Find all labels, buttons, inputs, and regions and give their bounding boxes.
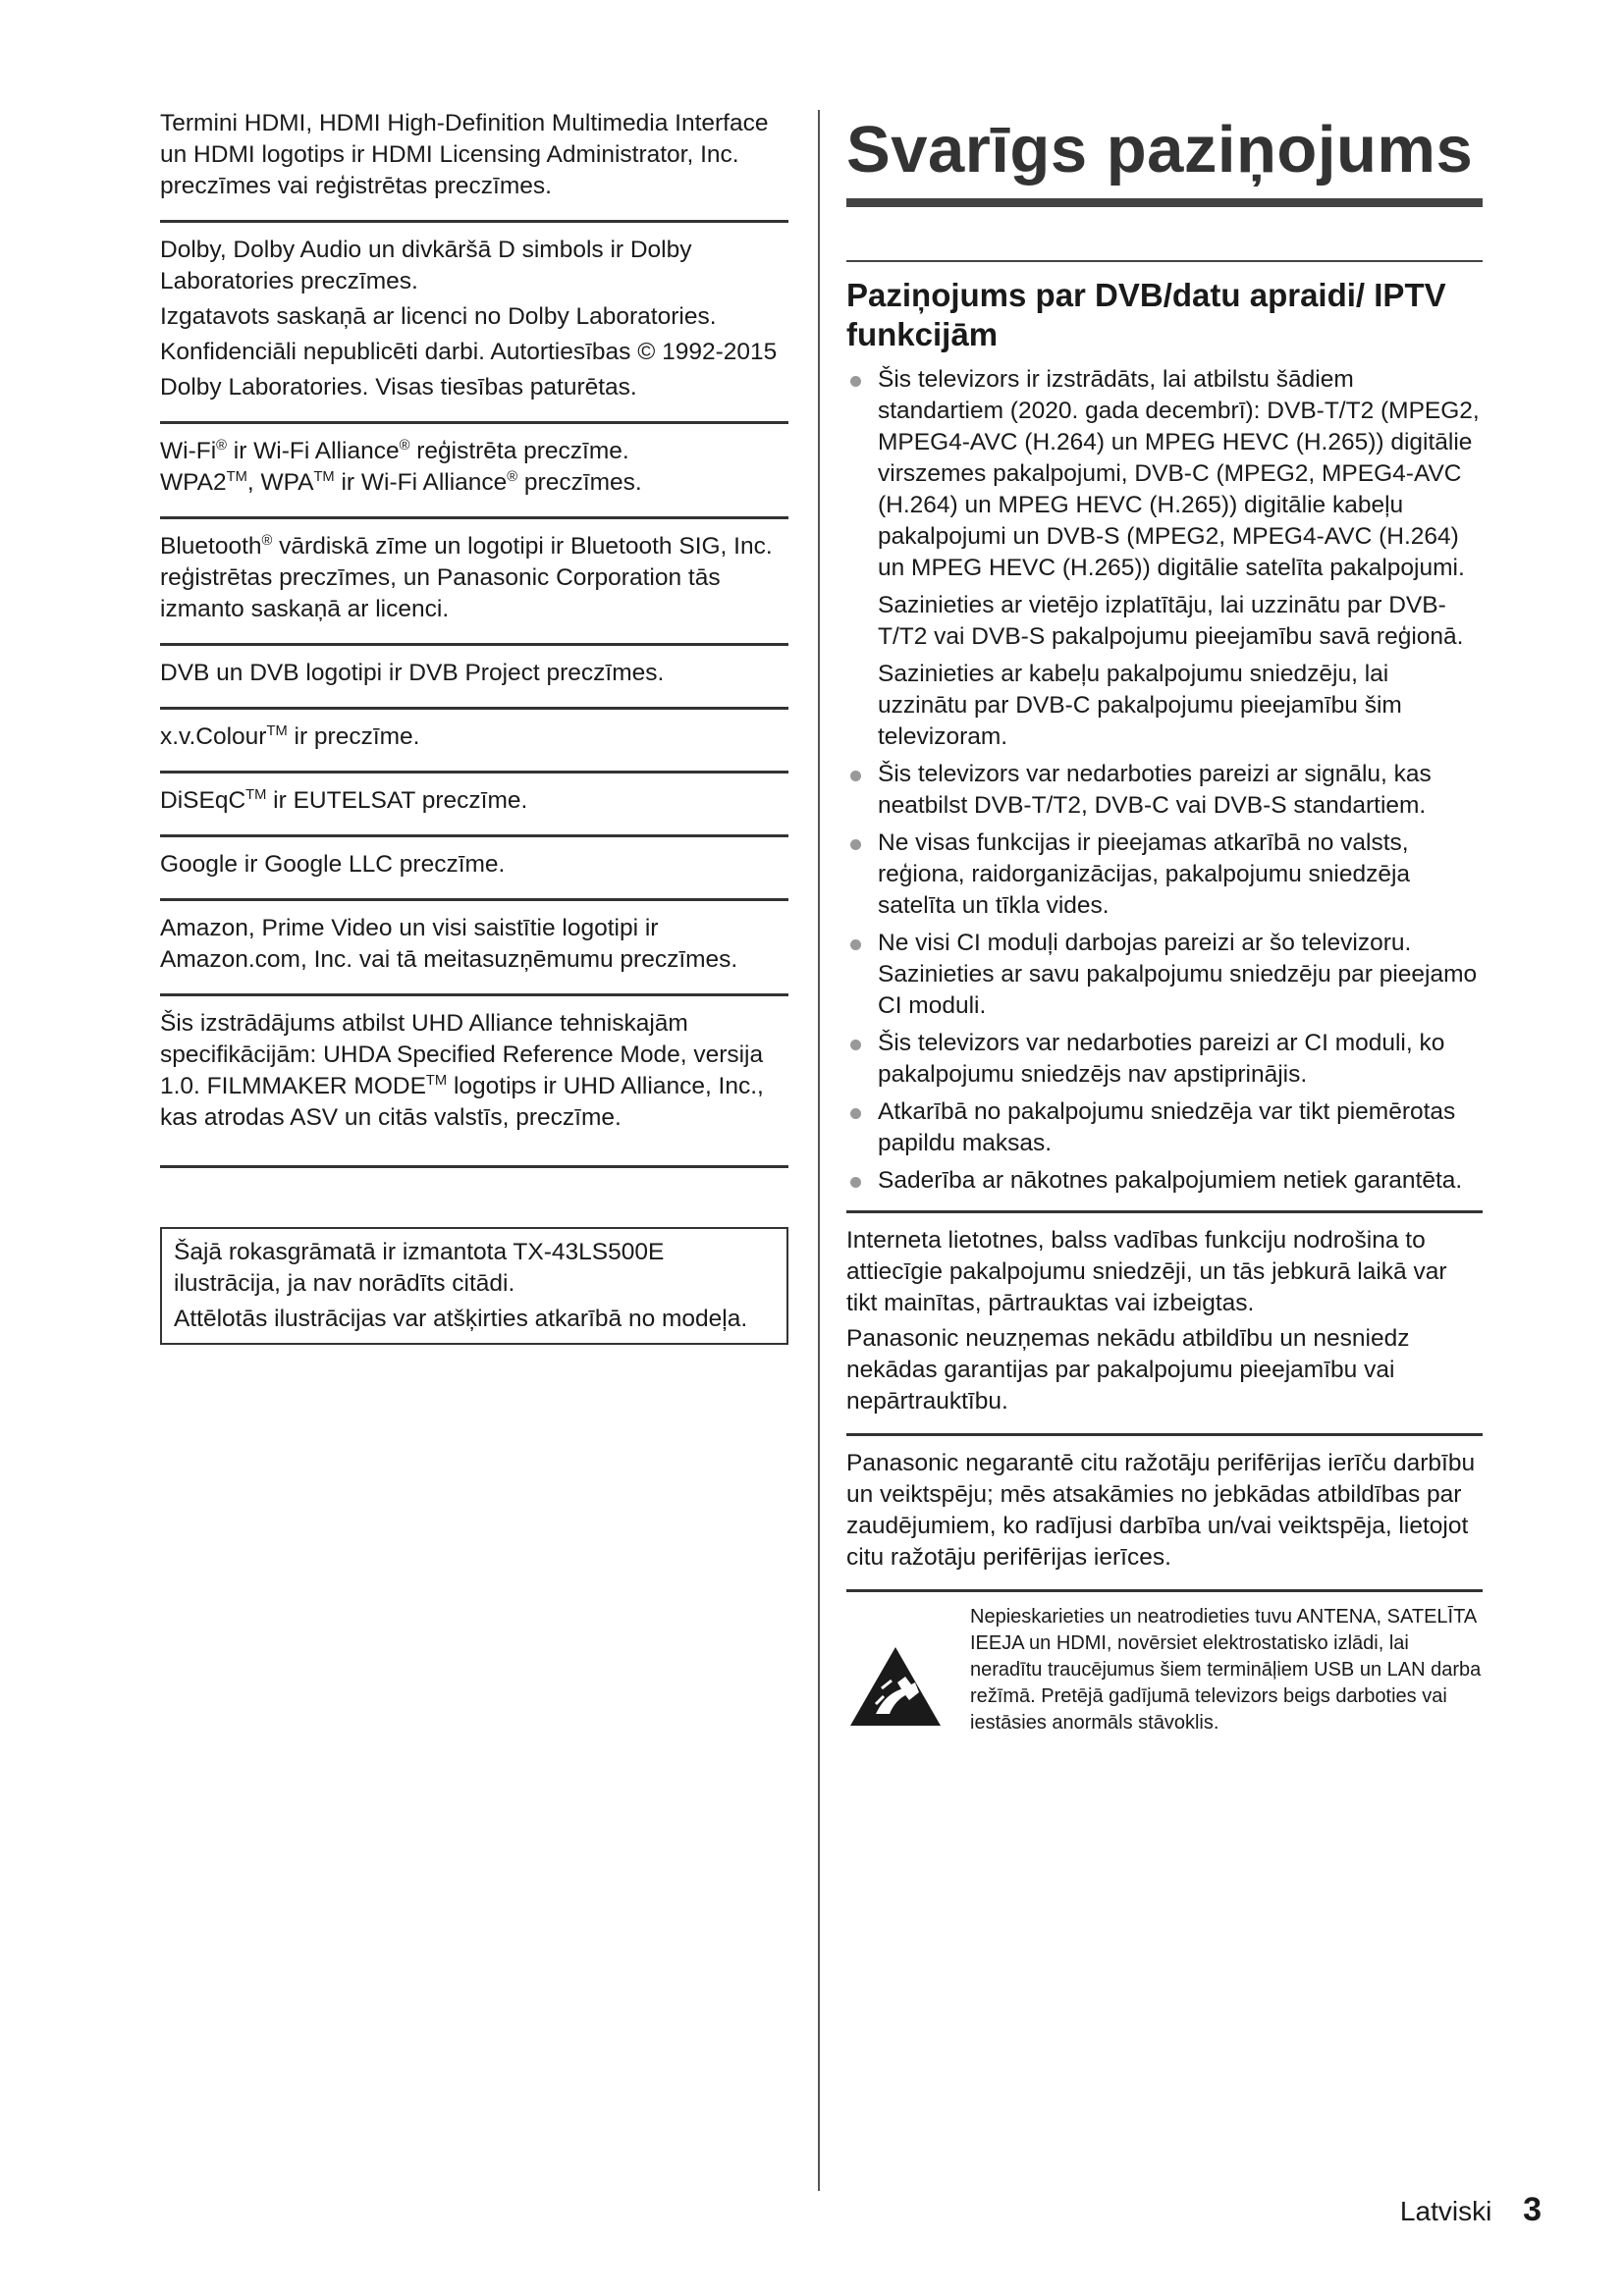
- dvb-notice: [160, 646, 788, 710]
- uhd-notice: [160, 996, 788, 1168]
- peripheral-notice: [846, 1433, 1483, 1589]
- dolby-text-4: Dolby Laboratories. Visas tiesības paturētas.: [160, 374, 637, 400]
- bullet-icon: [850, 939, 861, 950]
- esd-warning-icon: [846, 1643, 945, 1735]
- illustration-note-1: Šajā rokasgrāmatā ir izmantota TX-43LS500E ilustrācija, ja nav norādīts citādi.: [174, 1239, 665, 1297]
- footer-language: Latviski: [1399, 2196, 1492, 2226]
- left-column: [160, 108, 788, 1345]
- list-item: Ne visi CI moduļi darbojas pareizi ar šo televizoru. Sazinieties ar savu pakalpojumu sniedzēju par pieejamo CI moduli.: [846, 928, 1483, 1022]
- dolby-text-1: Dolby, Dolby Audio un divkāršā D simbols ir Dolby Laboratories preczīmes.: [160, 237, 692, 294]
- section-rule: [846, 260, 1483, 262]
- xvcolour-notice: [160, 710, 788, 774]
- list-item: Saderība ar nākotnes pakalpojumiem netiek garantēta.: [846, 1165, 1483, 1197]
- right-column: [846, 108, 1483, 1748]
- bullet-icon: [850, 376, 861, 387]
- list-item-continuation: Sazinieties ar vietējo izplatītāju, lai uzzinātu par DVB-T/T2 vai DVB-S pakalpojumu pieejamību savā reģionā.: [878, 592, 1464, 650]
- dolby-notice: [160, 223, 788, 424]
- peripheral-text: Panasonic negarantē citu ražotāju perifērijas ierīču darbību un veiktspēju; mēs atsakāmies no jebkādas atbildības par zaudējumiem, ko radījusi darbība un/vai veiktspēja, lietojot citu ražotāju perifērijas ierīces.: [846, 1450, 1476, 1571]
- list-item: Atkarībā no pakalpojumu sniedzēja var tikt piemērotas papildu maksas.: [846, 1096, 1483, 1159]
- bullet-icon: [850, 1108, 861, 1119]
- xvcolour-text: x.v.Colour™ ir preczīme.: [160, 723, 420, 750]
- hdmi-notice: [160, 108, 788, 223]
- bullet-icon: [850, 839, 861, 850]
- google-notice: [160, 837, 788, 901]
- internet-text-1: Interneta lietotnes, balss vadības funkciju nodrošina to attiecīgie pakalpojumu sniedzēji, un tās jebkurā laikā var tikt mainītas, pārtrauktas vai izbeigtas.: [846, 1227, 1447, 1316]
- list-item-continuation: Sazinieties ar kabeļu pakalpojumu sniedzēju, lai uzzinātu par DVB-C pakalpojumu pieejamību šim televizoram.: [878, 661, 1402, 750]
- diseqc-notice: [160, 774, 788, 837]
- dvb-bullet-list: [846, 364, 1483, 1197]
- amazon-text: Amazon, Prime Video un visi saistītie logotipi ir Amazon.com, Inc. vai tā meitasuzņēmumu preczīmes.: [160, 915, 738, 973]
- diseqc-text: DiSEqC™ ir EUTELSAT preczīme.: [160, 787, 528, 814]
- bluetooth-text: Bluetooth® vārdiskā zīme un logotipi ir Bluetooth SIG, Inc. reģistrētas preczīmes, un Panasonic Corporation tās izmanto saskaņā ar licenci.: [160, 533, 773, 622]
- wifi-text: Wi-Fi® ir Wi-Fi Alliance® reģistrēta preczīme. WPA2™, WPA™ ir Wi-Fi Alliance® preczīmes.: [160, 438, 642, 496]
- list-item: Šis televizors ir izstrādāts, lai atbilstu šādiem standartiem (2020. gada decembrī): DVB-T/T2 (MPEG2, MPEG4-AVC (H.264) un MPEG HEVC (H.265)) digitālie virszemes pakalpojumi, DVB-C (MPEG2, MPEG4-AVC (H.264) un MPEG HEVC (H.265)) digitālie kabeļu pakalpojumi un DVB-S (MPEG2, MPEG4-AVC (H.264) un MPEG HEVC (H.265)) digitālie satelīta pakalpojumi.: [846, 364, 1483, 584]
- dvb-text: DVB un DVB logotipi ir DVB Project preczīmes.: [160, 660, 665, 686]
- bullet-icon: [850, 1040, 861, 1050]
- hdmi-text: Termini HDMI, HDMI High-Definition Multimedia Interface un HDMI logotips ir HDMI Licensing Administrator, Inc. preczīmes vai reģistrētas preczīmes.: [160, 110, 769, 199]
- amazon-notice: [160, 901, 788, 996]
- google-text: Google ir Google LLC preczīme.: [160, 851, 506, 878]
- esd-warning: [846, 1589, 1483, 1748]
- bluetooth-notice: [160, 519, 788, 646]
- dolby-text-3: Konfidenciāli nepublicēti darbi. Autortiesības © 1992-2015: [160, 339, 778, 365]
- page-number: 3: [1523, 2191, 1542, 2228]
- list-item: Šis televizors var nedarboties pareizi ar signālu, kas neatbilst DVB-T/T2, DVB-C vai DVB-S standartiem.: [846, 759, 1483, 822]
- uhd-text: Šis izstrādājums atbilst UHD Alliance tehniskajām specifikācijām: UHDA Specified Reference Mode, versija 1.0. FILMMAKER MODE™ logotips ir UHD Alliance, Inc., kas atrodas ASV un citās valstīs, preczīme.: [160, 1010, 764, 1131]
- page-title: Svarīgs paziņojums: [846, 113, 1474, 187]
- list-item: Šis televizors var nedarboties pareizi ar CI moduli, ko pakalpojumu sniedzējs nav apstiprinājis.: [846, 1028, 1483, 1091]
- dolby-text-2: Izgatavots saskaņā ar licenci no Dolby Laboratories.: [160, 303, 717, 330]
- wifi-notice: [160, 424, 788, 519]
- dvb-section-heading: Paziņojums par DVB/datu apraidi/ IPTV funkcijām: [846, 277, 1446, 352]
- bullet-icon: [850, 1177, 861, 1188]
- bullet-icon: [850, 771, 861, 781]
- column-divider: [818, 110, 820, 2191]
- esd-warning-text: Nepieskarieties un neatrodieties tuvu ANTENA, SATELĪTA IEEJA un HDMI, novērsiet elektrostatisko izlādi, lai neradītu traucējumus šiem termināļiem USB un LAN darba režīmā. Pretējā gadījumā televizors beigs darboties vai iestāsies anormāls stāvoklis.: [970, 1606, 1482, 1734]
- list-item: Ne visas funkcijas ir pieejamas atkarībā no valsts, reģiona, raidorganizācijas, pakalpojumu sniedzēja satelīta un tīkla vides.: [846, 828, 1483, 922]
- illustration-note-2: Attēlotās ilustrācijas var atšķirties atkarībā no modeļa.: [174, 1306, 748, 1332]
- internet-text-2: Panasonic neuzņemas nekādu atbildību un nesniedz nekādas garantijas par pakalpojumu pieejamību vai nepārtrauktību.: [846, 1325, 1410, 1415]
- title-underline: [846, 198, 1483, 207]
- illustration-note-box: [160, 1227, 788, 1345]
- page-footer: [1400, 2191, 1542, 2229]
- internet-notice: [846, 1210, 1483, 1433]
